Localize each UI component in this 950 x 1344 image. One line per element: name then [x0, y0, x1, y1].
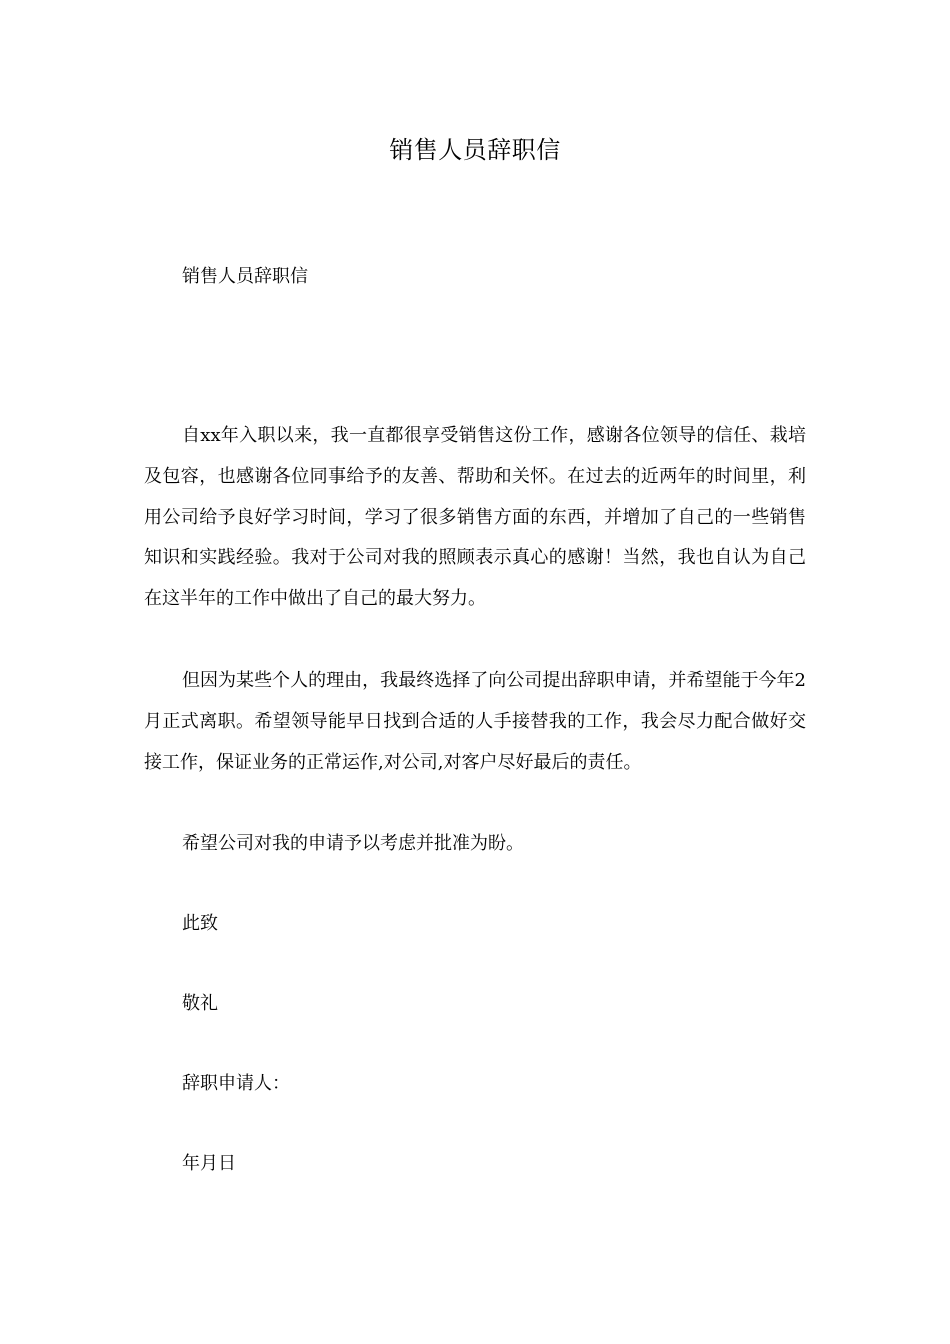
body-paragraph-2: 但因为某些个人的理由，我最终选择了向公司提出辞职申请，并希望能于今年2月正式离职。希望领导能早日找到合适的人手接替我的工作，我会尽力配合做好交接工作，保证业务的正常运作,对公司,对客户尽好最后的责任。	[144, 670, 806, 773]
document-title: 销售人员辞职信	[389, 136, 561, 164]
signature-label: 辞职申请人：	[182, 1073, 290, 1094]
closing-salutation: 此致	[182, 913, 218, 934]
closing-regards: 敬礼	[182, 993, 218, 1014]
body-paragraph-1: 自xx年入职以来，我一直都很享受销售这份工作，感谢各位领导的信任、栽培及包容，也感谢各位同事给予的友善、帮助和关怀。在过去的近两年的时间里，利用公司给予良好学习时间，学习了很多销售方面的东西，并增加了自己的一些销售知识和实践经验。我对于公司对我的照顾表示真心的感谢！当然，我也自认为自己在这半年的工作中做出了自己的最大努力。	[144, 425, 806, 610]
body-paragraph-3: 希望公司对我的申请予以考虑并批准为盼。	[182, 833, 524, 854]
date-label: 年月日	[182, 1153, 236, 1174]
document-heading: 销售人员辞职信	[182, 266, 308, 287]
